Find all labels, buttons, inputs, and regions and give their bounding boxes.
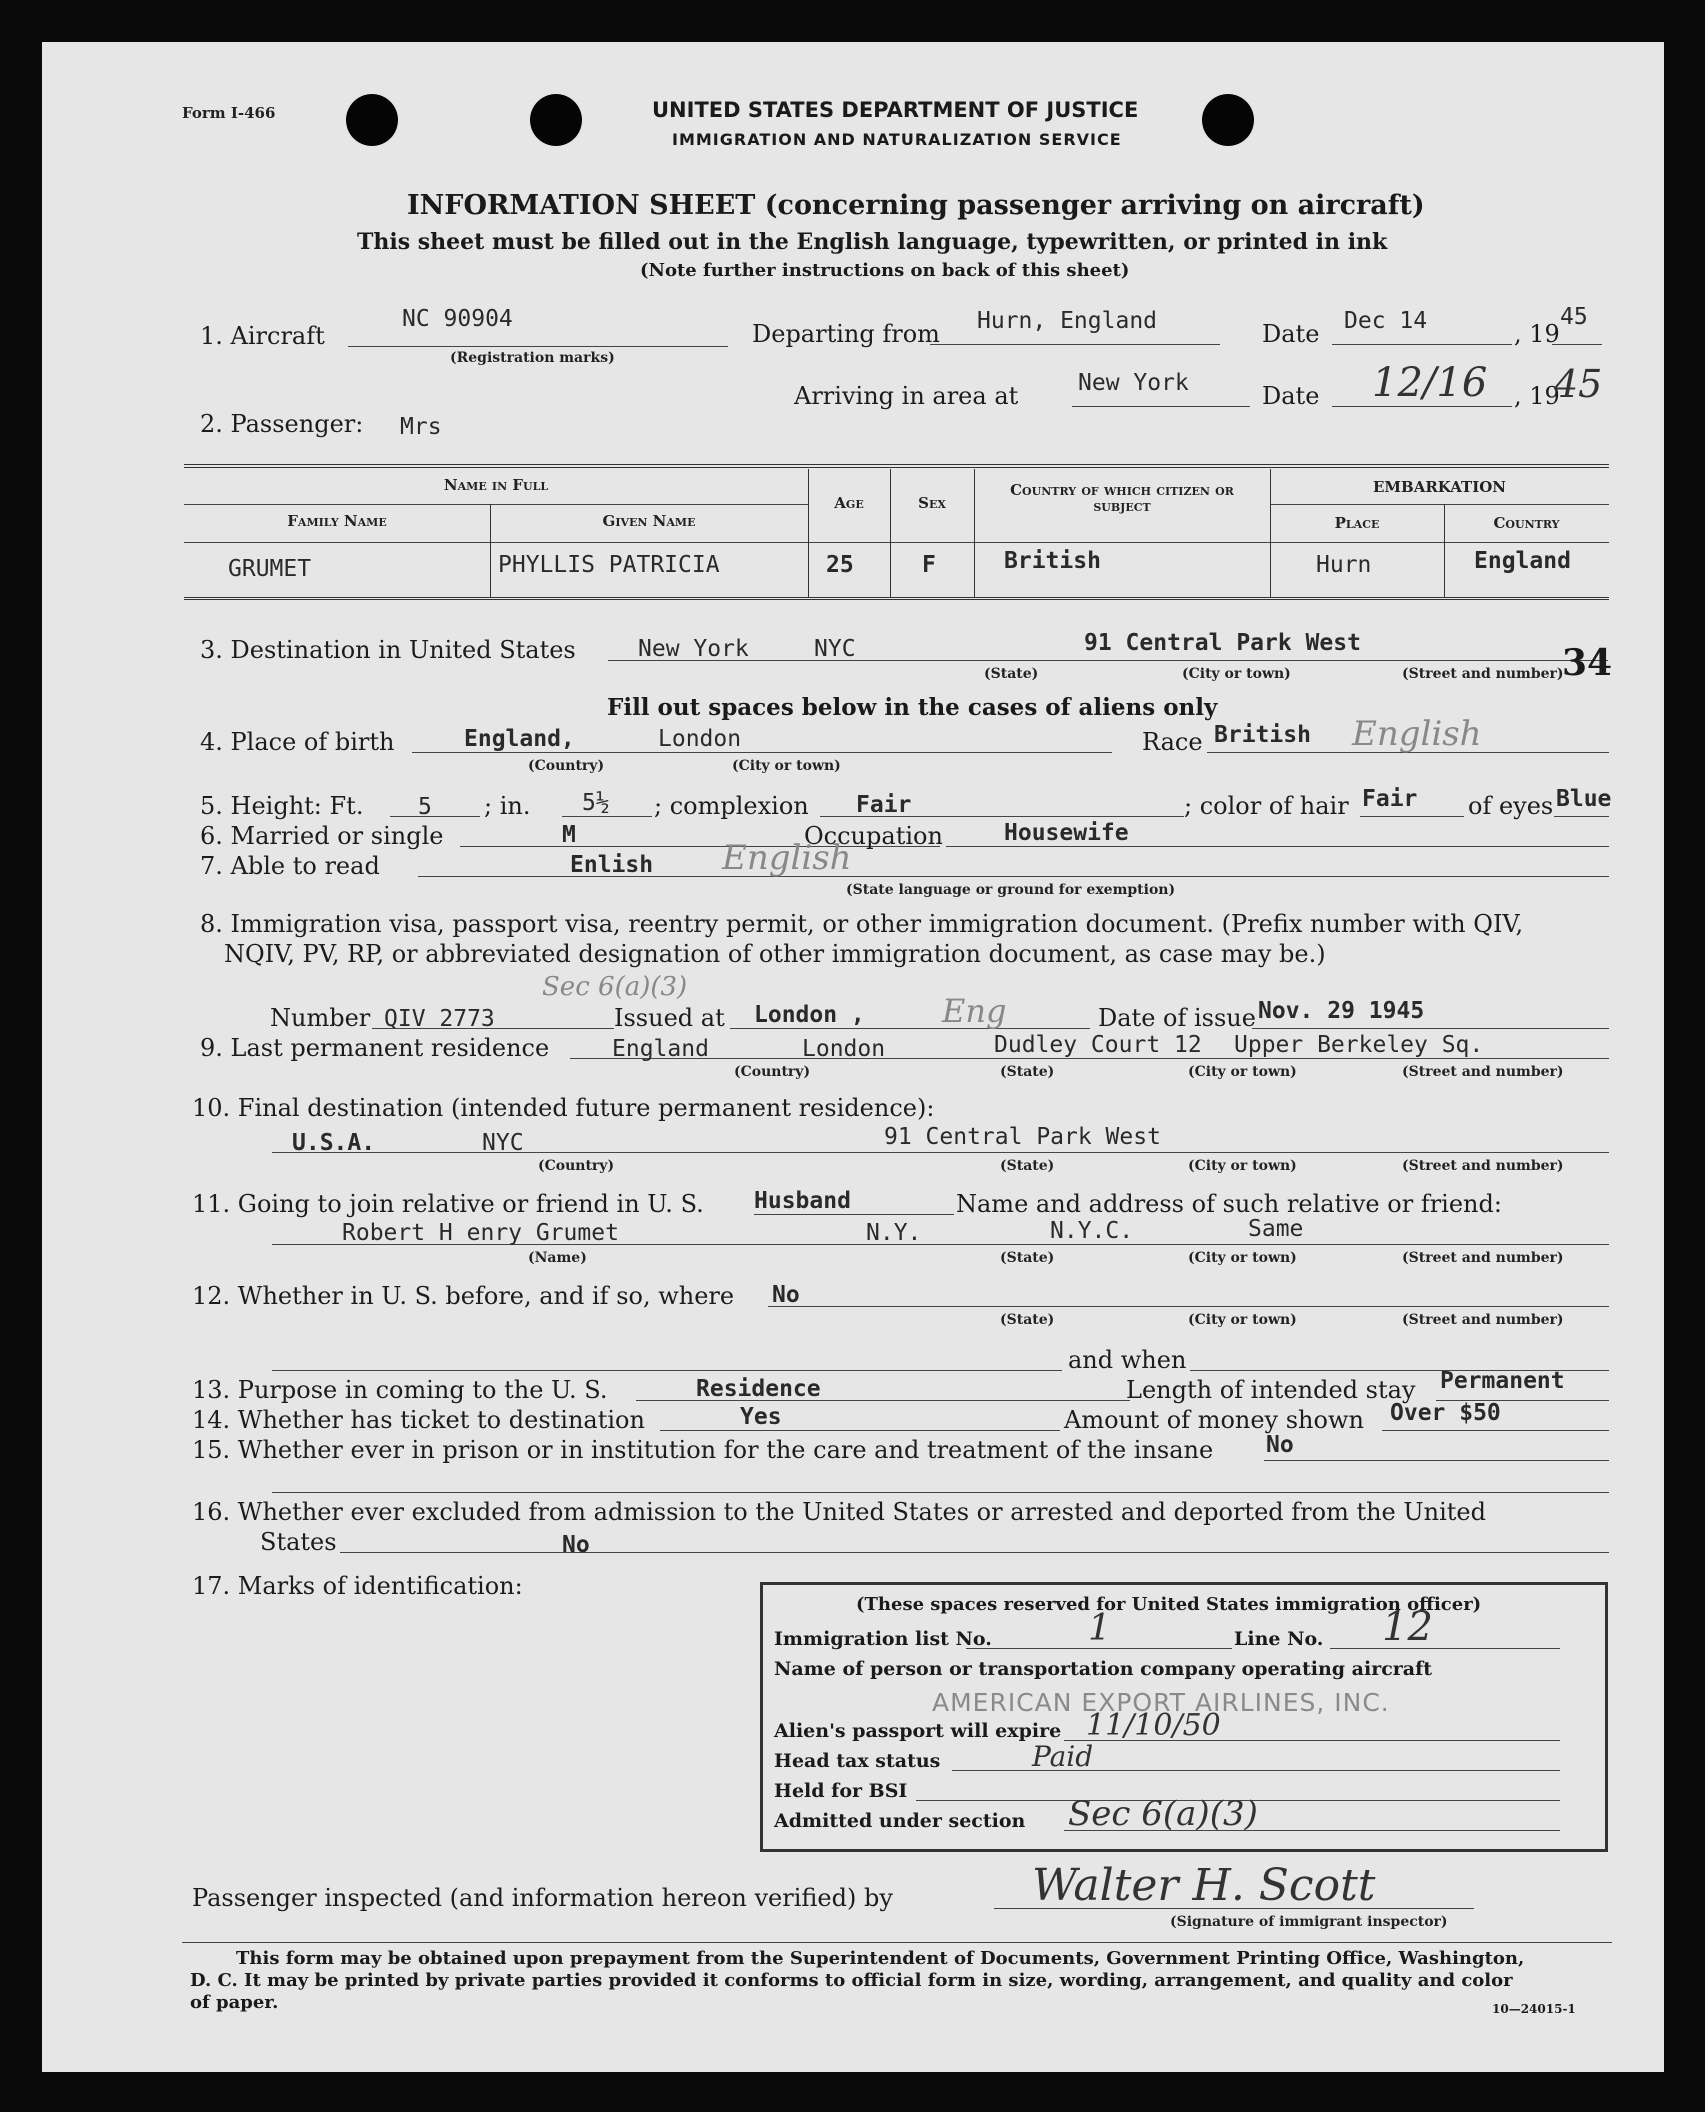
visa-section-handwritten: Sec 6(a)(3) — [542, 972, 688, 1002]
final-destination-country: U.S.A. — [292, 1130, 376, 1156]
company-label: Name of person or transportation company operating aircraft — [774, 1658, 1433, 1680]
destination-state: New York — [638, 636, 749, 662]
us-before-value: No — [772, 1282, 800, 1308]
visa-label: 8. Immigration visa, passport visa, reentry permit, or other immigration document. (Prefix number with QIV, — [200, 910, 1524, 938]
family-name-header: Family Name — [287, 512, 387, 530]
department-name: UNITED STATES DEPARTMENT OF JUSTICE — [652, 98, 1139, 122]
list-no-value: 1 — [1088, 1608, 1111, 1649]
aircraft-label: 1. Aircraft — [200, 322, 325, 350]
departing-label: Departing from — [752, 320, 940, 348]
purpose-value: Residence — [696, 1376, 821, 1402]
visa-number: QIV 2773 — [384, 1006, 495, 1032]
passport-expire-value: 11/10/50 — [1086, 1708, 1221, 1743]
form-number: Form I-466 — [182, 104, 276, 122]
sex-header: Sex — [918, 494, 946, 512]
ticket-value: Yes — [740, 1404, 782, 1430]
service-name: IMMIGRATION AND NATURALIZATION SERVICE — [672, 130, 1122, 149]
departing-value: Hurn, England — [977, 308, 1158, 334]
join-relative-value: Husband — [754, 1188, 851, 1214]
departure-date-label: Date — [1262, 320, 1320, 348]
hair-value: Fair — [1362, 786, 1418, 812]
arriving-label: Arriving in area at — [794, 382, 1019, 410]
final-destination-state: NYC — [482, 1130, 524, 1156]
footer-line-3: of paper. — [190, 1992, 279, 2013]
inspected-label: Passenger inspected (and information hereon verified) by — [192, 1884, 893, 1912]
destination-street: 91 Central Park West — [1084, 630, 1361, 656]
height-feet: 5 — [418, 794, 432, 820]
destination-city-caption: (City or town) — [1182, 666, 1291, 682]
bsi-label: Held for BSI — [774, 1780, 908, 1802]
residence-country: England — [612, 1036, 709, 1062]
residence-country-caption: (Country) — [734, 1064, 811, 1080]
and-when-label: and when — [1068, 1346, 1187, 1374]
destination-state-caption: (State) — [984, 666, 1039, 682]
read-caption: (State language or ground for exemption) — [846, 882, 1176, 898]
admitted-section-value: Sec 6(a)(3) — [1068, 1794, 1258, 1834]
form-instruction: This sheet must be filled out in the English language, typewritten, or printed in ink — [357, 229, 1388, 255]
relative-name-label: Name and address of such relative or friend: — [956, 1190, 1502, 1218]
signature-caption: (Signature of immigrant inspector) — [1170, 1914, 1448, 1930]
stay-value: Permanent — [1440, 1368, 1565, 1394]
us-before-city-caption: (City or town) — [1188, 1312, 1297, 1328]
departure-year-prefix: , 19 — [1514, 320, 1560, 348]
birthplace-city: London — [658, 726, 742, 752]
relative-name-caption: (Name) — [528, 1250, 587, 1266]
hair-label: ; color of hair — [1184, 792, 1349, 820]
punch-hole-1 — [346, 94, 398, 146]
table-family-name: GRUMET — [228, 556, 312, 582]
money-value: Over $50 — [1390, 1400, 1501, 1426]
date-of-issue-label: Date of issue — [1098, 1004, 1256, 1032]
form-note: (Note further instructions on back of this sheet) — [640, 260, 1130, 281]
relative-state: N.Y. — [866, 1220, 922, 1246]
passenger-value: Mrs — [400, 414, 442, 440]
complexion-value: Fair — [856, 792, 912, 818]
head-tax-label: Head tax status — [774, 1750, 941, 1772]
issued-at-value: London , — [754, 1002, 865, 1028]
residence-street-caption: (Street and number) — [1402, 1064, 1564, 1080]
prison-value: No — [1266, 1432, 1294, 1458]
height-label: 5. Height: Ft. — [200, 792, 364, 820]
form-sheet — [42, 42, 1664, 2072]
passenger-label: 2. Passenger: — [200, 410, 364, 438]
line-no-label: Line No. — [1234, 1628, 1324, 1650]
read-value: Enlish — [570, 852, 654, 878]
aircraft-value: NC 90904 — [402, 306, 513, 332]
birthplace-city-caption: (City or town) — [732, 758, 841, 774]
ticket-label: 14. Whether has ticket to destination — [192, 1406, 645, 1434]
destination-number: 34 — [1562, 642, 1613, 684]
relative-street-caption: (Street and number) — [1402, 1250, 1564, 1266]
company-stamp: AMERICAN EXPORT AIRLINES, INC. — [932, 1688, 1390, 1717]
us-before-street-caption: (Street and number) — [1402, 1312, 1564, 1328]
residence-state-caption: (State) — [1000, 1064, 1055, 1080]
arriving-value: New York — [1078, 370, 1189, 396]
final-destination-country-caption: (Country) — [538, 1158, 615, 1174]
read-label: 7. Able to read — [200, 852, 380, 880]
visa-label-continued: NQIV, PV, RP, or abbreviated designation of other immigration document, as case may be.) — [224, 940, 1326, 968]
us-before-state-caption: (State) — [1000, 1312, 1055, 1328]
destination-street-caption: (Street and number) — [1402, 666, 1564, 682]
eyes-label: of eyes — [1468, 792, 1554, 820]
visa-number-label: Number — [270, 1004, 371, 1032]
arrival-year-prefix: , 19 — [1514, 382, 1560, 410]
age-header: Age — [834, 494, 864, 512]
us-before-label: 12. Whether in U. S. before, and if so, where — [192, 1282, 735, 1310]
complexion-label: ; complexion — [654, 792, 809, 820]
occupation-label: Occupation — [804, 822, 943, 850]
destination-label: 3. Destination in United States — [200, 636, 576, 664]
height-inches-label: ; in. — [484, 792, 531, 820]
citizen-header: Country of which citizen or subject — [1010, 481, 1234, 515]
relative-state-caption: (State) — [1000, 1250, 1055, 1266]
race-label: Race — [1142, 728, 1203, 756]
final-destination-city: 91 Central Park West — [884, 1124, 1161, 1150]
table-citizen: British — [1004, 548, 1101, 574]
table-given-name: PHYLLIS PATRICIA — [498, 552, 720, 578]
height-inches: 5½ — [582, 790, 610, 816]
footer-line-2: D. C. It may be printed by private parties provided it conforms to official form in size, wording, arrangement, and quality and color — [190, 1970, 1513, 1991]
punch-hole-2 — [530, 94, 582, 146]
issued-at-handwritten: Eng — [942, 992, 1007, 1030]
passport-expire-label: Alien's passport will expire — [774, 1720, 1062, 1742]
race-value: British — [1214, 722, 1311, 748]
issued-at-label: Issued at — [614, 1004, 725, 1032]
excluded-label-continued: States — [260, 1528, 337, 1556]
join-relative-label: 11. Going to join relative or friend in U. S. — [192, 1190, 704, 1218]
stay-label: Length of intended stay — [1126, 1376, 1416, 1404]
given-name-header: Given Name — [602, 512, 696, 530]
table-country: England — [1474, 548, 1571, 574]
residence-label: 9. Last permanent residence — [200, 1034, 550, 1062]
relative-city-caption: (City or town) — [1188, 1250, 1297, 1266]
punch-hole-3 — [1202, 94, 1254, 146]
marital-label: 6. Married or single — [200, 822, 444, 850]
residence-street: Upper Berkeley Sq. — [1234, 1032, 1484, 1058]
occupation-value: Housewife — [1004, 820, 1129, 846]
date-of-issue-value: Nov. 29 1945 — [1258, 998, 1425, 1024]
final-destination-label: 10. Final destination (intended future permanent residence): — [192, 1094, 935, 1122]
departure-year-value: 45 — [1560, 304, 1588, 330]
arrival-year-value: 45 — [1554, 362, 1603, 406]
footer-line-1: This form may be obtained upon prepayment from the Superintendent of Documents, Government Printing Office, Washington, — [236, 1948, 1525, 1969]
identification-label: 17. Marks of identification: — [192, 1572, 523, 1600]
name-in-full-header: Name in Full — [443, 476, 549, 494]
relative-street: Same — [1248, 1216, 1304, 1242]
prison-label: 15. Whether ever in prison or in institution for the care and treatment of the insane — [192, 1436, 1214, 1464]
officer-box-title: (These spaces reserved for United States immigration officer) — [856, 1594, 1482, 1615]
table-age: 25 — [826, 552, 854, 578]
final-destination-city-caption: (City or town) — [1188, 1158, 1297, 1174]
country-header: Country — [1493, 514, 1560, 532]
form-title: INFORMATION SHEET (concerning passenger arriving on aircraft) — [407, 190, 1425, 221]
head-tax-value: Paid — [1032, 1740, 1094, 1773]
eyes-value: Blue — [1556, 786, 1612, 812]
arrival-date-value: 12/16 — [1372, 360, 1488, 406]
marital-value: M — [562, 822, 576, 848]
purpose-label: 13. Purpose in coming to the U. S. — [192, 1376, 608, 1404]
aliens-only-note: Fill out spaces below in the cases of aliens only — [607, 694, 1218, 721]
birthplace-country: England, — [464, 726, 575, 752]
residence-city: Dudley Court 12 — [994, 1032, 1202, 1058]
admitted-section-label: Admitted under section — [774, 1810, 1026, 1832]
relative-city: N.Y.C. — [1050, 1218, 1134, 1244]
excluded-value: No — [562, 1532, 590, 1558]
excluded-label: 16. Whether ever excluded from admission to the United States or arrested and deported from the United — [192, 1498, 1486, 1526]
inspector-signature: Walter H. Scott — [1032, 1860, 1376, 1911]
registration-caption: (Registration marks) — [450, 350, 615, 366]
residence-state: London — [802, 1036, 886, 1062]
birthplace-country-caption: (Country) — [528, 758, 605, 774]
table-sex: F — [922, 552, 936, 578]
race-handwritten: English — [1352, 714, 1482, 754]
residence-city-caption: (City or town) — [1188, 1064, 1297, 1080]
table-place: Hurn — [1316, 552, 1372, 578]
footer-code: 10—24015-1 — [1492, 2002, 1576, 2016]
place-header: Place — [1334, 514, 1380, 532]
birthplace-label: 4. Place of birth — [200, 728, 395, 756]
embarkation-header: EMBARKATION — [1372, 478, 1507, 496]
read-handwritten: English — [722, 838, 852, 878]
final-destination-street-caption: (Street and number) — [1402, 1158, 1564, 1174]
final-destination-state-caption: (State) — [1000, 1158, 1055, 1174]
destination-city: NYC — [814, 636, 856, 662]
money-label: Amount of money shown — [1064, 1406, 1364, 1434]
list-no-label: Immigration list No. — [774, 1628, 992, 1650]
line-no-value: 12 — [1382, 1604, 1433, 1650]
departure-date-value: Dec 14 — [1344, 308, 1428, 334]
arrival-date-label: Date — [1262, 382, 1320, 410]
relative-name: Robert H enry Grumet — [342, 1220, 619, 1246]
